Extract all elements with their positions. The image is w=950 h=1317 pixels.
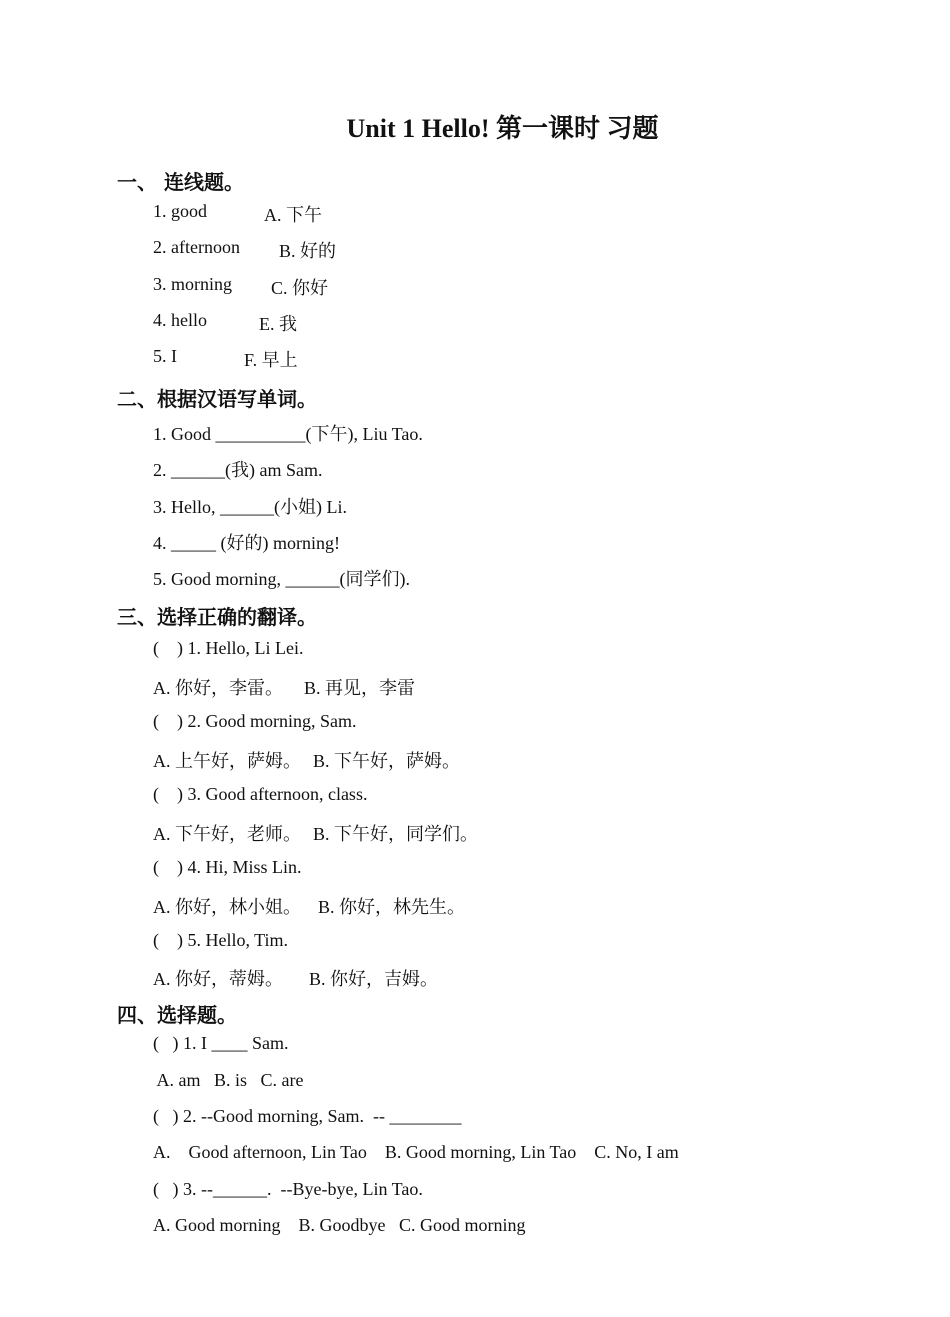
choice-options-3: A. Good morning B. Goodbye C. Good morning (153, 1215, 526, 1235)
match-right-1: A. 下午 (264, 205, 322, 225)
translate-option-b-4: B. 你好，林先生。 (318, 897, 466, 917)
choice-question-2: ( ) 2. --Good morning, Sam. -- ________ (153, 1106, 462, 1126)
match-left-4: 4. hello (153, 310, 207, 330)
match-right-4: E. 我 (259, 314, 297, 334)
translate-option-a-4: A. 你好，林小姐。 (153, 897, 301, 917)
translate-question-3: ( ) 3. Good afternoon, class. (153, 784, 368, 804)
fill-item-1: 1. Good __________(下午), Liu Tao. (153, 424, 423, 444)
translate-option-b-3: B. 下午好，同学们。 (313, 824, 479, 844)
match-right-5: F. 早上 (244, 350, 298, 370)
translate-option-b-1: B. 再见，李雷 (304, 678, 416, 698)
match-left-1: 1. good (153, 201, 207, 221)
translate-option-a-3: A. 下午好，老师。 (153, 824, 301, 844)
translate-option-b-5: B. 你好，吉姆。 (309, 969, 439, 989)
page-title: Unit 1 Hello! 第一课时 习题 (346, 114, 659, 143)
match-right-2: B. 好的 (279, 241, 337, 261)
translate-question-5: ( ) 5. Hello, Tim. (153, 930, 289, 950)
fill-item-2: 2. ______(我) am Sam. (153, 460, 323, 480)
translate-question-4: ( ) 4. Hi, Miss Lin. (153, 857, 302, 877)
section-2-heading: 二、根据汉语写单词。 (117, 387, 317, 411)
match-left-2: 2. afternoon (153, 237, 240, 257)
section-3-heading: 三、选择正确的翻译。 (117, 605, 317, 629)
match-left-5: 5. I (153, 346, 177, 366)
match-right-3: C. 你好 (271, 278, 329, 298)
section-1-heading: 一、 连线题。 (117, 170, 244, 194)
choice-question-3: ( ) 3. --______. --Bye-bye, Lin Tao. (153, 1179, 423, 1199)
translate-option-a-5: A. 你好，蒂姆。 (153, 969, 283, 989)
translate-option-a-2: A. 上午好，萨姆。 (153, 751, 301, 771)
translate-option-a-1: A. 你好，李雷。 (153, 678, 283, 698)
match-left-3: 3. morning (153, 274, 232, 294)
choice-question-1: ( ) 1. I ____ Sam. (153, 1033, 289, 1053)
translate-option-b-2: B. 下午好，萨姆。 (313, 751, 461, 771)
section-4-heading: 四、选择题。 (117, 1003, 237, 1027)
translate-question-2: ( ) 2. Good morning, Sam. (153, 711, 357, 731)
translate-question-1: ( ) 1. Hello, Li Lei. (153, 638, 304, 658)
fill-item-4: 4. _____ (好的) morning! (153, 533, 340, 553)
choice-options-1: A. am B. is C. are (153, 1070, 304, 1090)
fill-item-3: 3. Hello, ______(小姐) Li. (153, 497, 347, 517)
fill-item-5: 5. Good morning, ______(同学们). (153, 569, 410, 589)
choice-options-2: A. Good afternoon, Lin Tao B. Good morning, Lin Tao C. No, I am (153, 1142, 679, 1162)
